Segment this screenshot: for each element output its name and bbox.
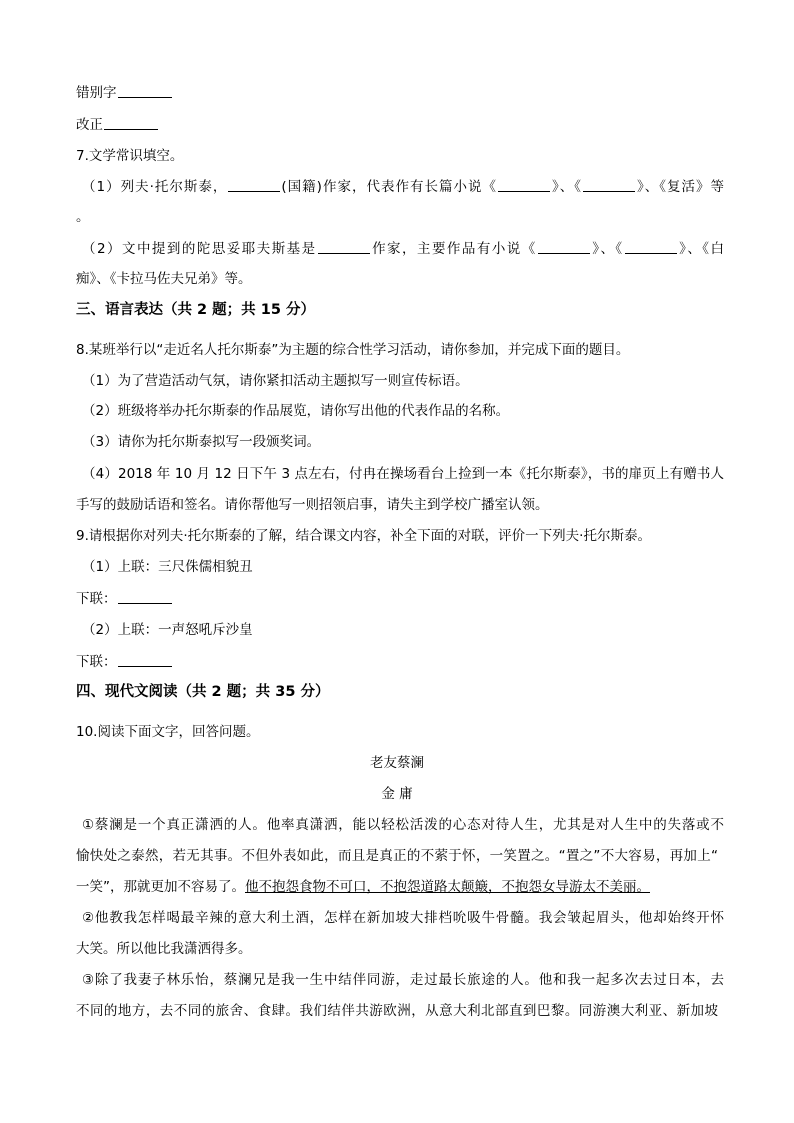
q7-item1-text-b: (国籍)作家，代表作有长篇小说《: [281, 179, 497, 195]
question-8-item-4-cont: 手写的鼓励话语和签名。请你帮他写一则招领启事，请失主到学校广播室认领。: [76, 497, 549, 513]
correction-label: 改正: [76, 117, 103, 133]
paragraph-2-line-2: 大笑。所以他比我潇洒得多。: [76, 941, 252, 957]
question-7-item-2: [82, 238, 724, 259]
section-4-heading: 四、现代文阅读（共 2 题；共 35 分）: [76, 684, 330, 700]
answer-blank[interactable]: [318, 238, 370, 254]
question-9-title: 9.请根据你对列夫·托尔斯泰的了解，结合课文内容，补全下面的对联，评价一下列夫·托尔斯泰。: [76, 528, 651, 544]
paragraph-3-line-1: ③除了我妻子林乐怡，蔡澜兄是我一生中结伴同游，走过最长旅途的人。他和我一起多次去过日本，去: [82, 972, 724, 988]
answer-blank[interactable]: [118, 588, 172, 604]
question-9-item-1: （1）上联：三尺侏儒相貌丑: [82, 559, 253, 575]
question-8-item-3: （3）请你为托尔斯泰拟写一段颁奖词。: [82, 434, 321, 450]
q7-item2-text-d: 》、《白: [677, 241, 725, 257]
paragraph-1-line-3: [76, 877, 650, 897]
paragraph-1-line-2: 愉快处之泰然，若无其事。不但外表如此，而且是真正的不萦于怀，一笑置之。“置之”不大容易，再加上“: [76, 848, 718, 864]
typo-label: 错别字: [76, 85, 117, 101]
paragraph-3-line-2: 不同的地方，去不同的旅舍、食肆。我们结伴共游欧洲，从意大利北部直到巴黎。同游澳大利亚、新加坡: [76, 1003, 718, 1019]
answer-blank[interactable]: [583, 176, 635, 192]
answer-blank[interactable]: [118, 651, 172, 667]
article-author: 金 庸: [381, 786, 413, 802]
lower-couplet-line-1: [76, 588, 173, 609]
paragraph-1-line-1: ①蔡澜是一个真正潇洒的人。他率真潇洒，能以轻松活泼的心态对待人生，尤其是对人生中的失落或不: [82, 817, 724, 833]
q7-item2-text-a: （2）文中提到的陀思妥耶夫斯基是: [82, 241, 317, 257]
q7-item2-text-c: 》、《: [590, 241, 624, 257]
q7-item1-text-c: 》、《: [550, 179, 582, 195]
article-title: 老友蔡澜: [370, 755, 424, 771]
question-9-item-2: （2）上联：一声怒吼斥沙皇: [82, 622, 253, 638]
question-8-title: 8.某班举行以“走近名人托尔斯泰”为主题的综合性学习活动，请你参加，并完成下面的题目。: [76, 342, 630, 358]
correction-line: [76, 114, 159, 135]
lower-couplet-label: 下联：: [76, 654, 117, 670]
question-7-title: 7.文学常识填空。: [76, 148, 184, 164]
section-3-heading: 三、语言表达（共 2 题；共 15 分）: [76, 302, 315, 318]
lower-couplet-label: 下联：: [76, 591, 117, 607]
paragraph-1-text: 一笑”，那就更加不容易了。: [76, 879, 245, 895]
answer-blank[interactable]: [538, 238, 590, 254]
question-8-item-4: （4）2018 年 10 月 12 日下午 3 点左右，付冉在操场看台上捡到一本《托尔斯泰》，书的扉页上有赠书人: [82, 466, 724, 482]
answer-blank[interactable]: [104, 114, 158, 130]
answer-blank[interactable]: [625, 238, 677, 254]
question-8-item-1: （1）为了营造活动气氛，请你紧扣活动主题拟写一则宣传标语。: [82, 373, 469, 389]
lower-couplet-line-2: [76, 651, 173, 672]
q7-item1-text-a: （1）列夫·托尔斯泰，: [82, 179, 228, 195]
question-10-title: 10.阅读下面文字，回答问题。: [76, 724, 260, 740]
answer-blank[interactable]: [118, 82, 172, 98]
question-7-item-1: [82, 176, 724, 197]
typo-line: [76, 82, 173, 103]
q7-item1-text-d: 》、《复活》等: [635, 179, 724, 195]
q7-item2-text-b: 作家，主要作品有小说《: [370, 241, 537, 257]
underlined-sentence: 他不抱怨食物不可口，不抱怨道路太颠簸，不抱怨女导游太不美丽。: [245, 879, 650, 895]
question-7-item-2-cont: 痴》、《卡拉马佐夫兄弟》等。: [76, 271, 252, 287]
question-7-item-1-end: 。: [76, 209, 90, 225]
answer-blank[interactable]: [498, 176, 550, 192]
paragraph-2-line-1: ②他教我怎样喝最辛辣的意大利土酒，怎样在新加坡大排档吮吸牛骨髓。我会皱起眉头，他却始终开怀: [82, 910, 724, 926]
question-8-item-2: （2）班级将举办托尔斯泰的作品展览，请你写出他的代表作品的名称。: [82, 403, 510, 419]
answer-blank[interactable]: [228, 176, 280, 192]
